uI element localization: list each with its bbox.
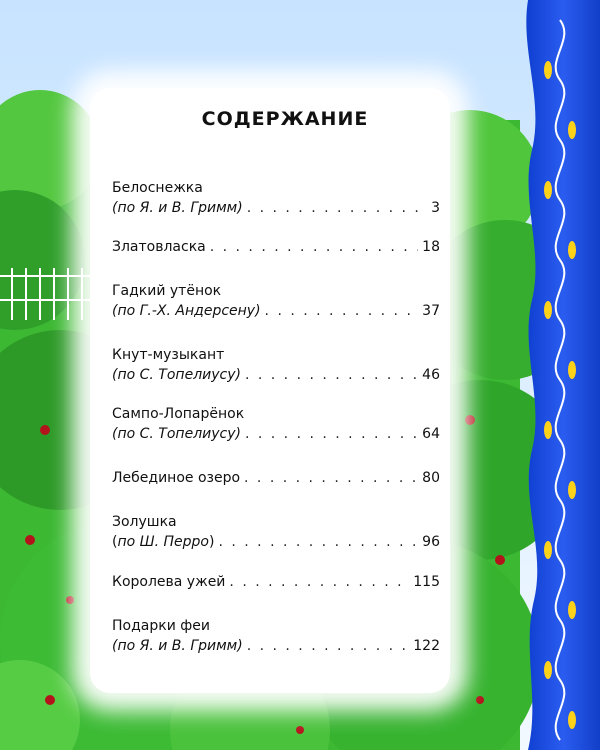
entry-credit: (по С. Топелиусу) bbox=[112, 367, 241, 383]
entry-title: Белоснежка bbox=[112, 180, 203, 196]
entry-title: Золушка bbox=[112, 514, 177, 530]
toc-entry[interactable] bbox=[112, 345, 440, 385]
entry-credit: (по Г.-Х. Андерсену) bbox=[112, 303, 261, 319]
dot-leader bbox=[247, 198, 427, 218]
toc-entry[interactable] bbox=[112, 404, 440, 444]
entry-page: 115 bbox=[413, 574, 440, 590]
dot-leader bbox=[247, 636, 410, 656]
entry-credit: (по Я. и В. Гримм) bbox=[112, 638, 243, 654]
toc-entry[interactable] bbox=[112, 237, 440, 257]
dot-leader bbox=[210, 237, 418, 257]
toc-entry[interactable] bbox=[112, 468, 440, 488]
entry-title: Лебединое озеро bbox=[112, 470, 241, 486]
entry-page: 3 bbox=[431, 200, 440, 216]
toc-entry[interactable] bbox=[112, 572, 440, 592]
entry-credit-paren-close: ) bbox=[209, 534, 215, 550]
decorative-band bbox=[526, 0, 600, 750]
entry-title: Королева ужей bbox=[112, 574, 226, 590]
dot-leader bbox=[244, 468, 418, 488]
entry-title: Златовласка bbox=[112, 239, 206, 255]
entry-page: 18 bbox=[422, 239, 440, 255]
entry-title: Подарки феи bbox=[112, 618, 210, 634]
entry-title: Кнут-музыкант bbox=[112, 347, 225, 363]
toc-entry[interactable] bbox=[112, 178, 440, 218]
entry-page: 122 bbox=[413, 638, 440, 654]
entry-title: Гадкий утёнок bbox=[112, 283, 222, 299]
page-title: СОДЕРЖАНИЕ bbox=[201, 108, 369, 130]
entry-page: 80 bbox=[422, 470, 440, 486]
dot-leader bbox=[265, 301, 419, 321]
entry-page: 96 bbox=[422, 534, 440, 550]
dot-leader bbox=[245, 365, 418, 385]
toc-entry[interactable] bbox=[112, 512, 440, 552]
entry-title: Сампо-Лопарёнок bbox=[112, 406, 245, 422]
entry-page: 37 bbox=[422, 303, 440, 319]
dot-leader bbox=[218, 532, 418, 552]
toc-entry[interactable] bbox=[112, 281, 440, 321]
entry-credit: (по Я. и В. Гримм) bbox=[112, 200, 243, 216]
entry-credit: (по С. Топелиусу) bbox=[112, 426, 241, 442]
toc-entry[interactable] bbox=[112, 616, 440, 656]
entry-page: 64 bbox=[422, 426, 440, 442]
dot-leader bbox=[245, 424, 418, 444]
entry-page: 46 bbox=[422, 367, 440, 383]
entry-credit-paren-open: ( bbox=[112, 534, 118, 550]
dot-leader bbox=[229, 572, 409, 592]
entry-credit: по Ш. Перро bbox=[117, 534, 209, 550]
